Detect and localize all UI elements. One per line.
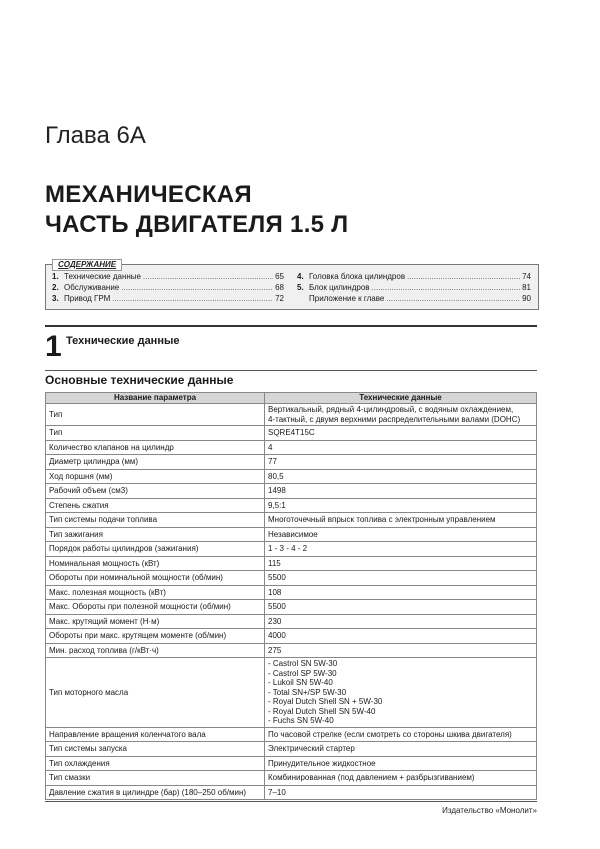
toc-item-page: 65 xyxy=(275,272,284,281)
table-row xyxy=(46,455,537,470)
table-row xyxy=(46,727,537,742)
value-cell: 108 xyxy=(265,585,537,600)
chapter-title-line1: МЕХАНИЧЕСКАЯ xyxy=(45,181,252,208)
parameter-cell: Давление сжатия в цилиндре (бар) (180–250 об/мин) xyxy=(46,785,265,800)
toc-item-title: Блок цилиндров xyxy=(309,283,370,292)
parameter-cell: Количество клапанов на цилиндр xyxy=(46,440,265,455)
footer-divider xyxy=(45,801,537,802)
parameter-cell: Тип системы запуска xyxy=(46,742,265,757)
toc-item-title: Привод ГРМ xyxy=(64,294,111,303)
table-row xyxy=(46,742,537,757)
table-row xyxy=(46,585,537,600)
table-row xyxy=(46,756,537,771)
toc-leader-dots xyxy=(407,271,520,282)
toc-item-number: 2. xyxy=(52,283,59,292)
toc-leader-dots xyxy=(386,293,520,304)
value-cell: Вертикальный, рядный 4-цилиндровый, с водяным охлаждением, 4-тактный, с двумя верхними распределительными валами (DOHC) xyxy=(265,404,537,426)
toc-item-page: 81 xyxy=(522,283,531,292)
table-row xyxy=(46,629,537,644)
value-cell: 1 - 3 - 4 - 2 xyxy=(265,542,537,557)
value-cell: Многоточечный впрыск топлива с электронным управлением xyxy=(265,513,537,528)
parameter-cell: Мин. расход топлива (г/кВт·ч) xyxy=(46,643,265,658)
toc-item[interactable] xyxy=(52,282,284,293)
value-cell: 115 xyxy=(265,556,537,571)
table-row xyxy=(46,404,537,426)
toc-item-number: 1. xyxy=(52,272,59,281)
table-row xyxy=(46,527,537,542)
parameter-cell: Направление вращения коленчатого вала xyxy=(46,727,265,742)
chapter-title xyxy=(45,180,348,240)
toc-leader-dots xyxy=(372,282,521,293)
table-row xyxy=(46,658,537,728)
spec-table xyxy=(45,392,537,800)
value-cell: 275 xyxy=(265,643,537,658)
parameter-cell: Тип xyxy=(46,404,265,426)
table-row xyxy=(46,600,537,615)
toc-item-page: 74 xyxy=(522,272,531,281)
toc-item-title: Технические данные xyxy=(64,272,142,281)
toc-item[interactable] xyxy=(52,293,284,304)
publisher-credit: Издательство «Монолит» xyxy=(442,806,537,815)
value-cell: 230 xyxy=(265,614,537,629)
section-divider xyxy=(45,325,537,327)
toc-item-page: 90 xyxy=(522,294,531,303)
subsection-divider xyxy=(45,370,537,371)
parameter-cell: Макс. полезная мощность (кВт) xyxy=(46,585,265,600)
subsection-title: Основные технические данные xyxy=(45,373,234,387)
value-cell: 80,5 xyxy=(265,469,537,484)
table-row xyxy=(46,426,537,441)
table-row xyxy=(46,513,537,528)
section-number: 1 xyxy=(45,330,62,363)
table-row xyxy=(46,542,537,557)
toc-item-number: 5. xyxy=(297,283,304,292)
value-cell: По часовой стрелке (если смотреть со стороны шкива двигателя) xyxy=(265,727,537,742)
parameter-cell: Макс. крутящий момент (Н·м) xyxy=(46,614,265,629)
chapter-title-line2: ЧАСТЬ ДВИГАТЕЛЯ 1.5 Л xyxy=(45,211,349,238)
value-cell: 5500 xyxy=(265,600,537,615)
toc-item-page: 68 xyxy=(275,283,284,292)
table-row xyxy=(46,484,537,499)
toc-left-column xyxy=(52,271,284,304)
parameter-cell: Порядок работы цилиндров (зажигания) xyxy=(46,542,265,557)
toc-item-number: 3. xyxy=(52,294,59,303)
parameter-cell: Обороты при номинальной мощности (об/мин) xyxy=(46,571,265,586)
toc-leader-dots xyxy=(112,293,273,304)
table-row xyxy=(46,614,537,629)
toc-item-title: Головка блока цилиндров xyxy=(309,272,406,281)
parameter-cell: Тип системы подачи топлива xyxy=(46,513,265,528)
column-header-value: Технические данные xyxy=(265,393,537,404)
value-cell: Электрический стартер xyxy=(265,742,537,757)
value-cell: 9,5:1 xyxy=(265,498,537,513)
value-cell: SQRE4T15C xyxy=(265,426,537,441)
parameter-cell: Номинальная мощность (кВт) xyxy=(46,556,265,571)
table-row xyxy=(46,571,537,586)
value-cell: 1498 xyxy=(265,484,537,499)
table-row xyxy=(46,440,537,455)
toc-item-title: Обслуживание xyxy=(64,283,120,292)
parameter-cell: Тип охлаждения xyxy=(46,756,265,771)
value-cell: 5500 xyxy=(265,571,537,586)
toc-item-title: Приложение к главе xyxy=(309,294,385,303)
column-header-parameter: Название параметра xyxy=(46,393,265,404)
toc-item[interactable] xyxy=(297,293,531,304)
parameter-cell: Рабочий объем (см3) xyxy=(46,484,265,499)
parameter-cell: Обороты при макс. крутящем моменте (об/мин) xyxy=(46,629,265,644)
table-row xyxy=(46,498,537,513)
parameter-cell: Тип смазки xyxy=(46,771,265,786)
parameter-cell: Диаметр цилиндра (мм) xyxy=(46,455,265,470)
parameter-cell: Макс. Обороты при полезной мощности (об/мин) xyxy=(46,600,265,615)
table-row xyxy=(46,785,537,800)
toc-leader-dots xyxy=(143,271,273,282)
value-cell: Принудительное жидкостное xyxy=(265,756,537,771)
table-row xyxy=(46,556,537,571)
value-cell: - Castrol SN 5W-30 - Castrol SP 5W-30 - Lukoil SN 5W-40 - Total SN+/SP 5W-30 - Royal Dutch Shell SN + 5W-30 - Royal Dutch Shell SN 5W-40 - Fuchs SN 5W-40 xyxy=(265,658,537,728)
table-header-row xyxy=(46,393,537,404)
toc-item[interactable] xyxy=(297,282,531,293)
value-cell: 7–10 xyxy=(265,785,537,800)
table-row xyxy=(46,643,537,658)
toc-label: СОДЕРЖАНИЕ xyxy=(52,259,122,271)
section-title: Технические данные xyxy=(66,335,180,347)
value-cell: 4 xyxy=(265,440,537,455)
parameter-cell: Тип xyxy=(46,426,265,441)
toc-right-column xyxy=(297,271,531,304)
value-cell: Комбинированная (под давлением + разбрызгиванием) xyxy=(265,771,537,786)
spec-table-body xyxy=(46,404,537,800)
value-cell: 4000 xyxy=(265,629,537,644)
value-cell: 77 xyxy=(265,455,537,470)
toc-item[interactable] xyxy=(52,271,284,282)
table-row xyxy=(46,771,537,786)
table-row xyxy=(46,469,537,484)
chapter-label: Глава 6А xyxy=(45,122,146,149)
toc-item[interactable] xyxy=(297,271,531,282)
parameter-cell: Степень сжатия xyxy=(46,498,265,513)
toc-leader-dots xyxy=(121,282,273,293)
parameter-cell: Ход поршня (мм) xyxy=(46,469,265,484)
parameter-cell: Тип моторного масла xyxy=(46,658,265,728)
parameter-cell: Тип зажигания xyxy=(46,527,265,542)
toc-item-number: 4. xyxy=(297,272,304,281)
value-cell: Независимое xyxy=(265,527,537,542)
toc-item-page: 72 xyxy=(275,294,284,303)
